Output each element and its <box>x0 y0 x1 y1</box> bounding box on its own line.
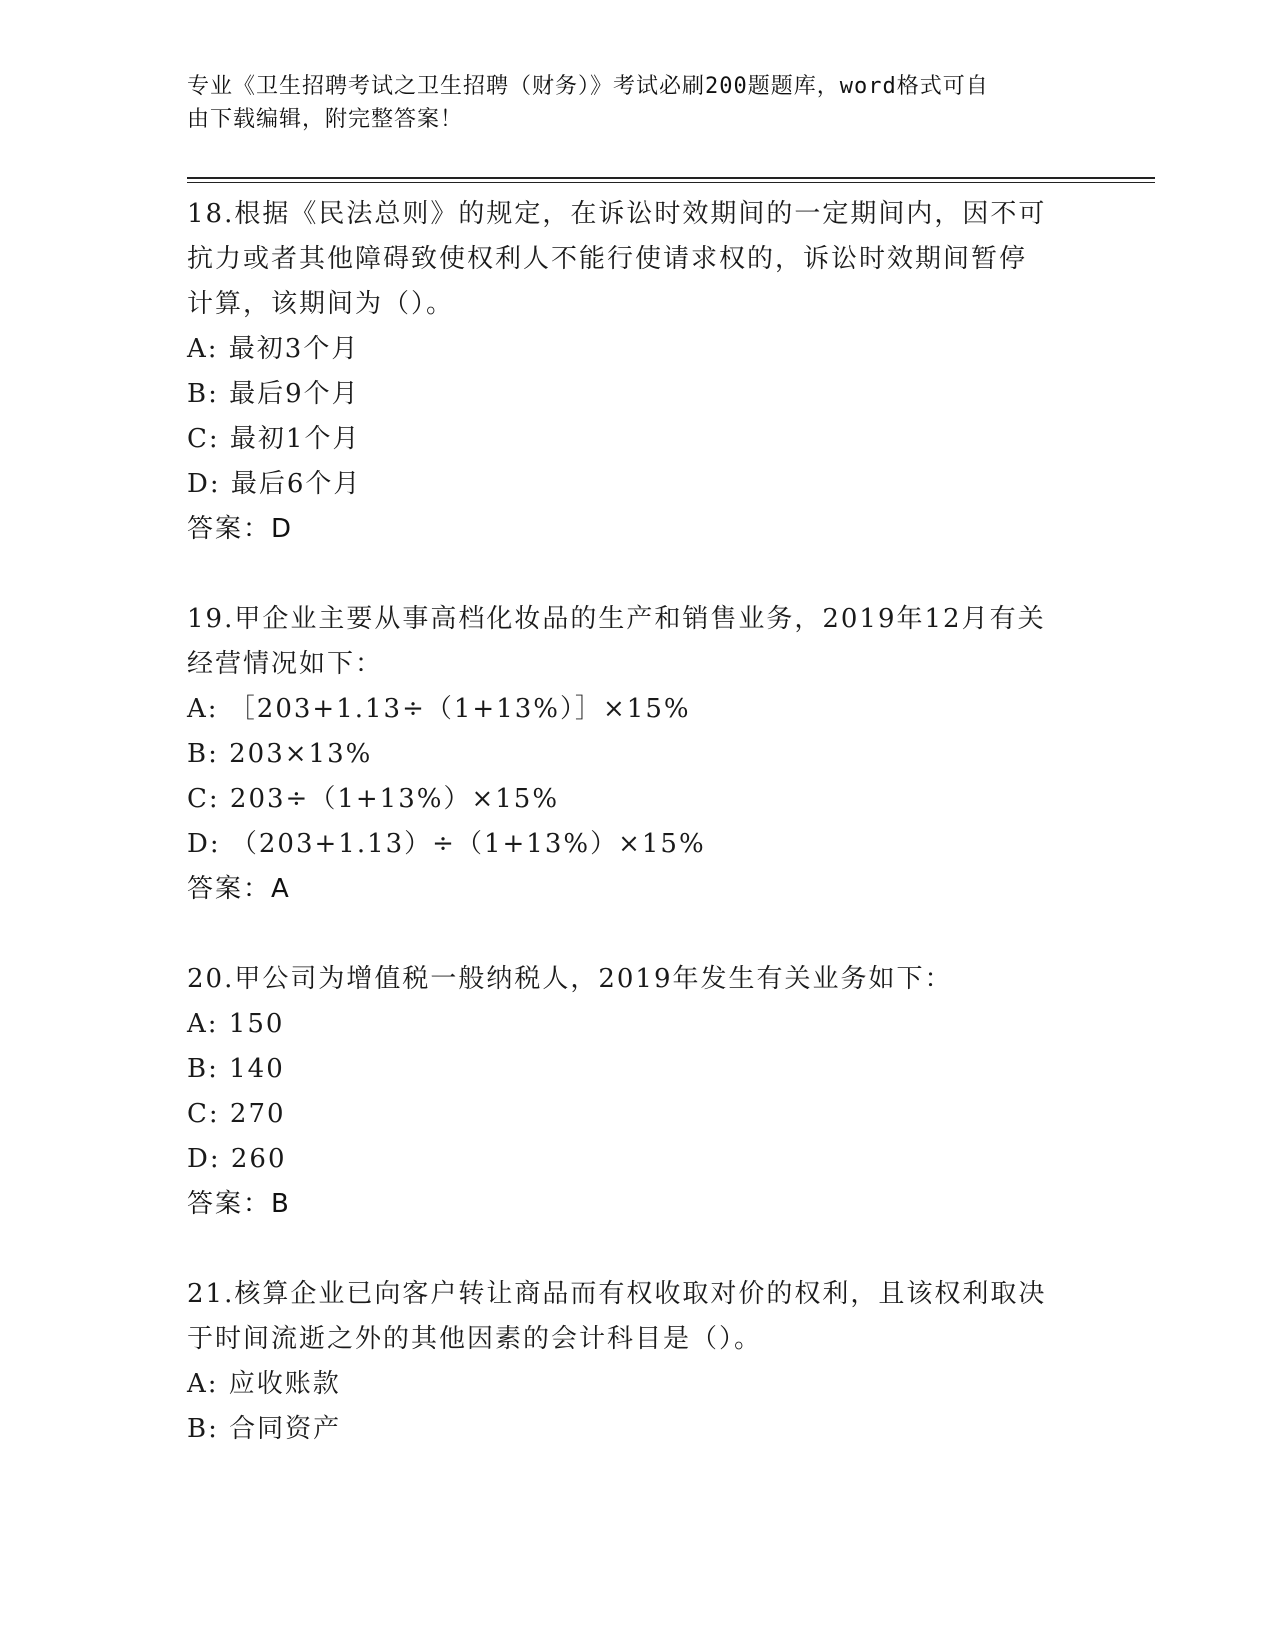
option-c: C: 203÷（1+13%）×15% <box>187 784 560 814</box>
document-header <box>187 70 1067 136</box>
option-b: B: 203×13% <box>187 739 373 769</box>
question-21 <box>187 1272 1087 1452</box>
header-rule-thin <box>187 182 1155 183</box>
option-a: A: 150 <box>187 1009 285 1039</box>
option-c: C: 270 <box>187 1099 286 1129</box>
question-text-line: 抗力或者其他障碍致使权利人不能行使请求权的，诉讼时效期间暂停 <box>187 244 1028 274</box>
question-text-line: 经营情况如下： <box>187 649 384 679</box>
question-text-line: 18.根据《民法总则》的规定，在诉讼时效期间的一定期间内，因不可 <box>187 199 1047 229</box>
option-d: D: （203+1.13）÷（1+13%）×15% <box>187 829 706 859</box>
option-d: D: 260 <box>187 1144 287 1174</box>
question-text-line: 于时间流逝之外的其他因素的会计科目是（）。 <box>187 1324 763 1354</box>
question-19 <box>187 597 1087 912</box>
option-b: B: 140 <box>187 1054 285 1084</box>
option-a: A: 应收账款 <box>187 1369 341 1399</box>
option-a: A: 最初3个月 <box>187 334 360 364</box>
question-text-line: 20.甲公司为增值税一般纳税人，2019年发生有关业务如下： <box>187 964 953 994</box>
header-line-1: 专业《卫生招聘考试之卫生招聘（财务）》考试必刷200题题库，word格式可自 <box>187 74 989 99</box>
question-text-line: 19.甲企业主要从事高档化妆品的生产和销售业务，2019年12月有关 <box>187 604 1046 634</box>
answer-label: 答案：B <box>187 1189 291 1219</box>
answer-label: 答案：D <box>187 514 294 544</box>
question-text-line: 计算，该期间为（）。 <box>187 289 455 319</box>
option-b: B: 合同资产 <box>187 1414 342 1444</box>
question-18 <box>187 192 1087 552</box>
option-b: B: 最后9个月 <box>187 379 360 409</box>
option-d: D: 最后6个月 <box>187 469 362 499</box>
question-20 <box>187 957 1087 1227</box>
question-list <box>187 192 1087 1452</box>
option-c: C: 最初1个月 <box>187 424 361 454</box>
header-rule-thick <box>187 177 1155 179</box>
option-a: A: ［203+1.13÷（1+13%）］×15% <box>187 694 691 724</box>
question-text-line: 21.核算企业已向客户转让商品而有权收取对价的权利，且该权利取决 <box>187 1279 1047 1309</box>
header-line-2: 由下载编辑，附完整答案！ <box>187 107 464 132</box>
answer-label: 答案：A <box>187 874 291 904</box>
